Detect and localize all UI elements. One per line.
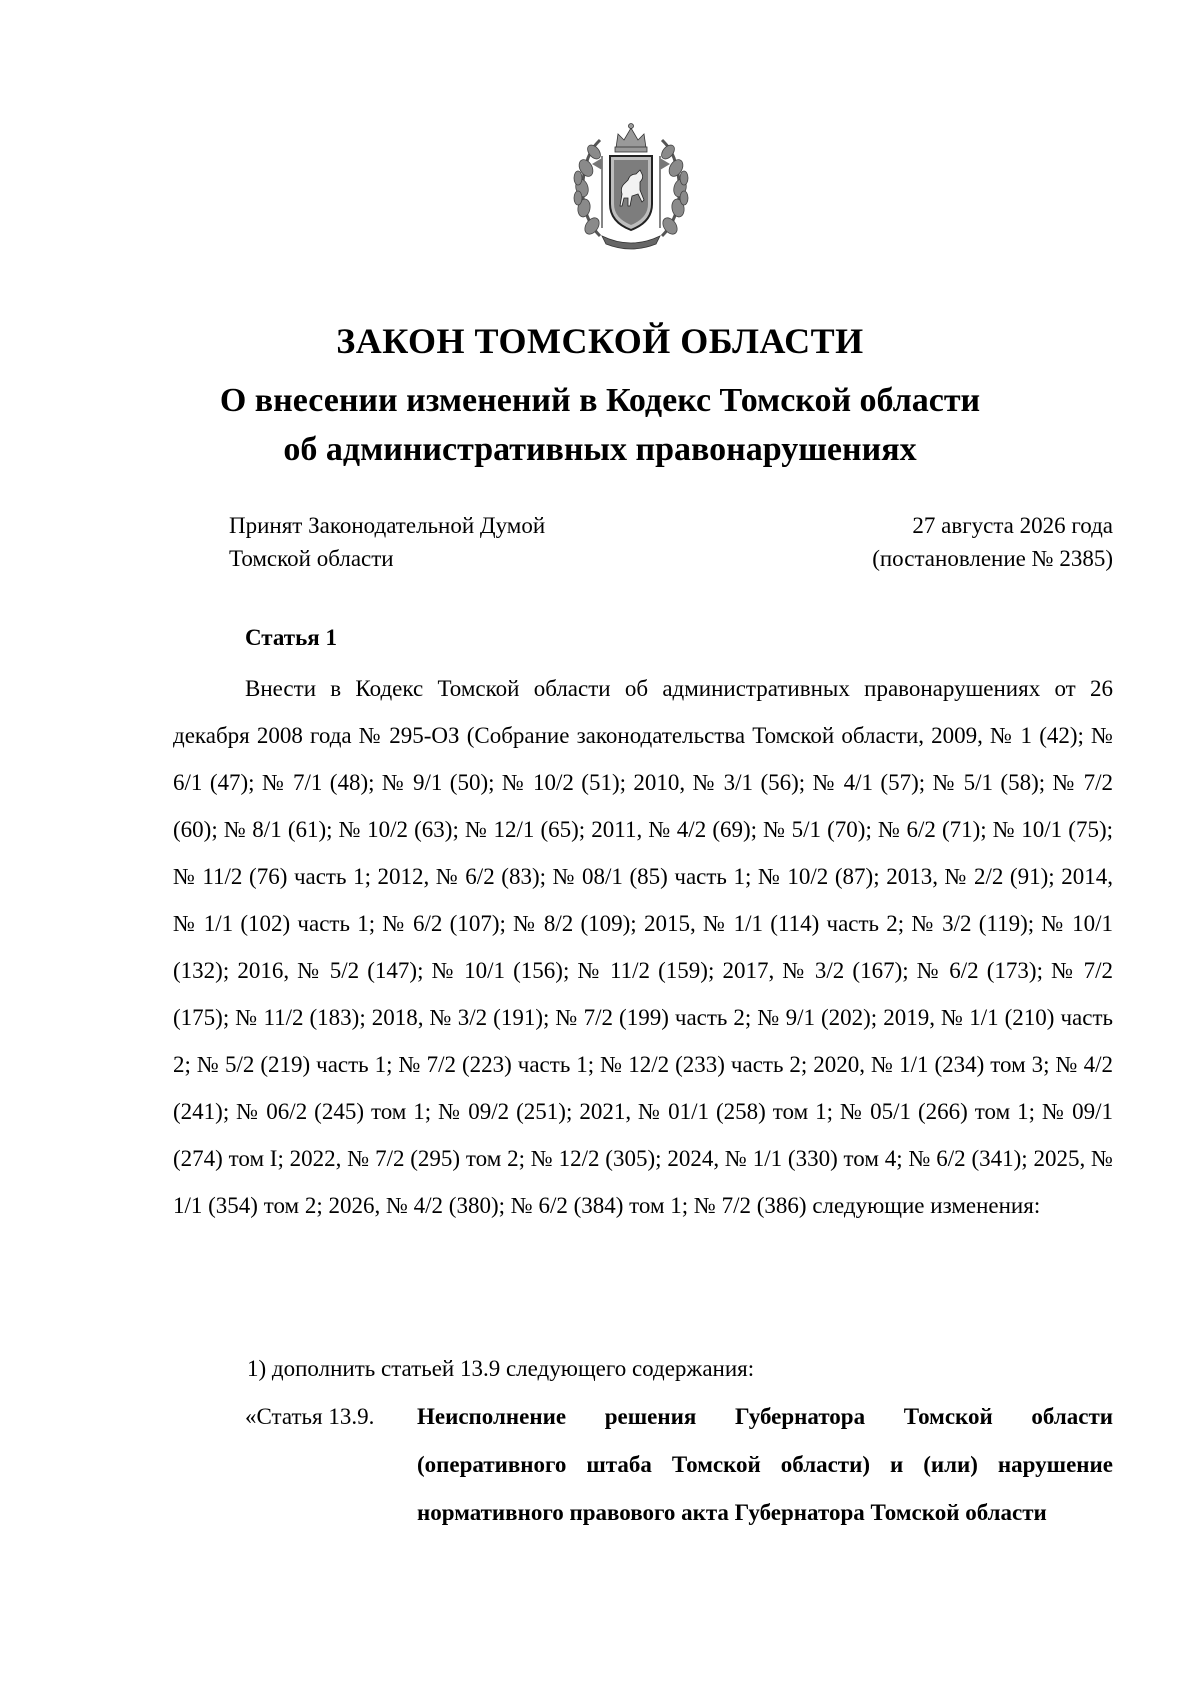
law-title: ЗАКОН ТОМСКОЙ ОБЛАСТИ xyxy=(336,321,864,361)
adoption-date: 27 августа 2026 года xyxy=(912,513,1113,538)
resolution-number: (постановление № 2385) xyxy=(872,546,1113,571)
quoted-article-title: Неисполнение решения Губернатора Томской области (оперативного штаба Томской области) и (или) нарушение нормативного правового акта Губернатора Томской области xyxy=(417,1404,1113,1525)
adoption-date-block xyxy=(872,509,1113,575)
quoted-article-number: «Статья 13.9. xyxy=(245,1404,375,1429)
law-subtitle-line-1: О внесении изменений в Кодекс Томской области xyxy=(219,382,981,419)
law-subtitle-line-2: об административных правонарушениях xyxy=(283,431,917,468)
tomsk-coat-of-arms-emblem xyxy=(572,118,690,250)
amendment-item-1: 1) дополнить статьей 13.9 следующего содержания: xyxy=(247,1356,755,1381)
adopted-by-line-1: Принят Законодательной Думой xyxy=(229,513,546,538)
article-1-heading: Статья 1 xyxy=(245,625,337,650)
adopted-by-block xyxy=(229,509,545,575)
article-1-text: Внести в Кодекс Томской области об административных правонарушениях от 26 декабря 2008 года № 295-ОЗ (Собрание законодательства Томской области, 2009, № 1 (42); № 6/1 (47); № 7/1 (48); № 9/1 (50); № 10/2 (51); 2010, № 3/1 (56); № 4/1 (57); № 5/1 (58); № 7/2 (60); № 8/1 (61); № 10/2 (63); № 12/1 (65); 2011, № 4/2 (69); № 5/1 (70); № 6/2 (71); № 10/1 (75); № 11/2 (76) часть 1; 2012, № 6/2 (83); № 08/1 (85) часть 1; № 10/2 (87); 2013, № 2/2 (91); 2014, № 1/1 (102) часть 1; № 6/2 (107); № 8/2 (109); 2015, № 1/1 (114) часть 2; № 3/2 (119); № 10/1 (132); 2016, № 5/2 (147); № 10/1 (156); № 11/2 (159); 2017, № 3/2 (167); № 6/2 (173); № 7/2 (175); № 11/2 (183); 2018, № 3/2 (191); № 7/2 (199) часть 2; № 9/1 (202); 2019, № 1/1 (210) часть 2; № 5/2 (219) часть 1; № 7/2 (223) часть 1; № 12/2 (233) часть 2; 2020, № 1/1 (234) том 3; № 4/2 (241); № 06/2 (245) том 1; № 09/2 (251); 2021, № 01/1 (258) том 1; № 05/1 (266) том 1; № 09/1 (274) том I; 2022, № 7/2 (295) том 2; № 12/2 (305); 2024, № 1/1 (330) том 4; № 6/2 (341); 2025, № 1/1 (354) том 2; 2026, № 4/2 (380); № 6/2 (384) том 1; № 7/2 (386) следующие изменения: xyxy=(173,676,1113,1218)
adopted-by-line-2: Томской области xyxy=(229,546,394,571)
